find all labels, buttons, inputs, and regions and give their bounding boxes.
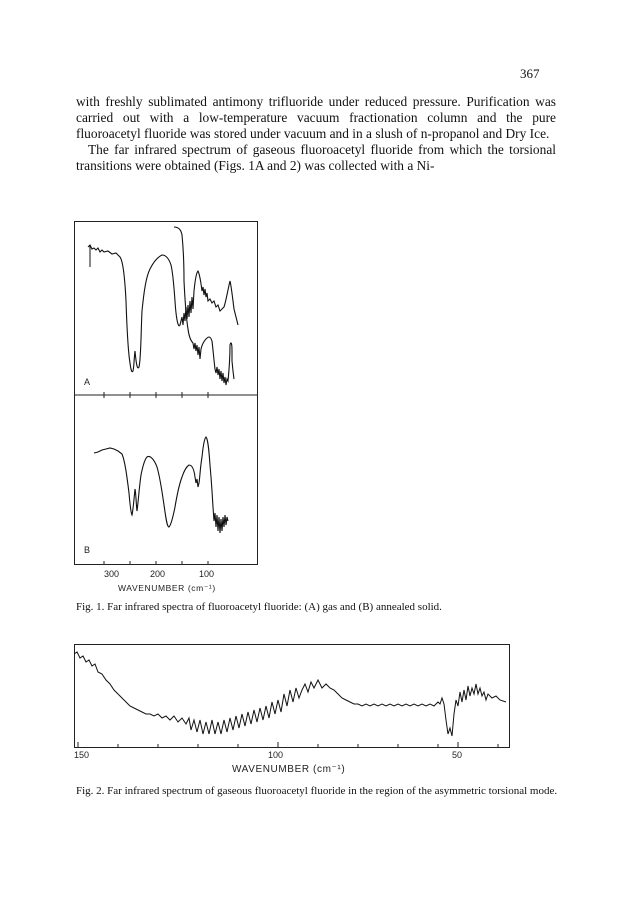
paragraph-2: The far infrared spectrum of gaseous fluoroacetyl fluoride from which the torsional transitions were obtained (Figs. 1A and 2) was collected with a Ni- xyxy=(76,142,556,173)
spectrum-a-overlay xyxy=(174,227,234,385)
panel-a-label: A xyxy=(84,377,91,387)
fig1-axis-title: WAVENUMBER (cm⁻¹) xyxy=(118,583,216,593)
paragraph-1: with freshly sublimated antimony trifluoride under reduced pressure. Purification was carried out with a low-temperature vacuum fractionation column and the pure fluoroacetyl fluoride was stored under vacuum and in a slush of n-propanol and Dry Ice. xyxy=(76,94,556,141)
body-text xyxy=(76,94,556,174)
fig1-tick-100: 100 xyxy=(199,569,215,579)
fig1-tick-300: 300 xyxy=(104,569,120,579)
page-number: 367 xyxy=(520,66,540,81)
fig2-axis-title: WAVENUMBER (cm⁻¹) xyxy=(232,764,346,775)
figure-2 xyxy=(74,644,510,748)
spectrum-a-main xyxy=(88,245,238,372)
figure-1-caption: Fig. 1. Far infrared spectra of fluoroacetyl fluoride: (A) gas and (B) annealed solid. xyxy=(76,601,442,613)
fig1-tick-200: 200 xyxy=(150,569,166,579)
figure-1-plot xyxy=(74,221,258,565)
fig2-tick-50: 50 xyxy=(452,750,463,760)
figure-1 xyxy=(74,221,258,565)
fig2-tick-150: 150 xyxy=(74,750,90,760)
figure-1-frame xyxy=(75,222,258,565)
spectrum-fig2 xyxy=(74,652,506,736)
figure-2-plot xyxy=(74,644,510,748)
fig2-tick-100: 100 xyxy=(268,750,284,760)
panel-b-label: B xyxy=(84,545,91,555)
figure-2-caption: Fig. 2. Far infrared spectrum of gaseous fluoroacetyl fluoride in the region of the asymmetric torsional mode. xyxy=(76,785,558,797)
spectrum-b xyxy=(94,437,228,533)
